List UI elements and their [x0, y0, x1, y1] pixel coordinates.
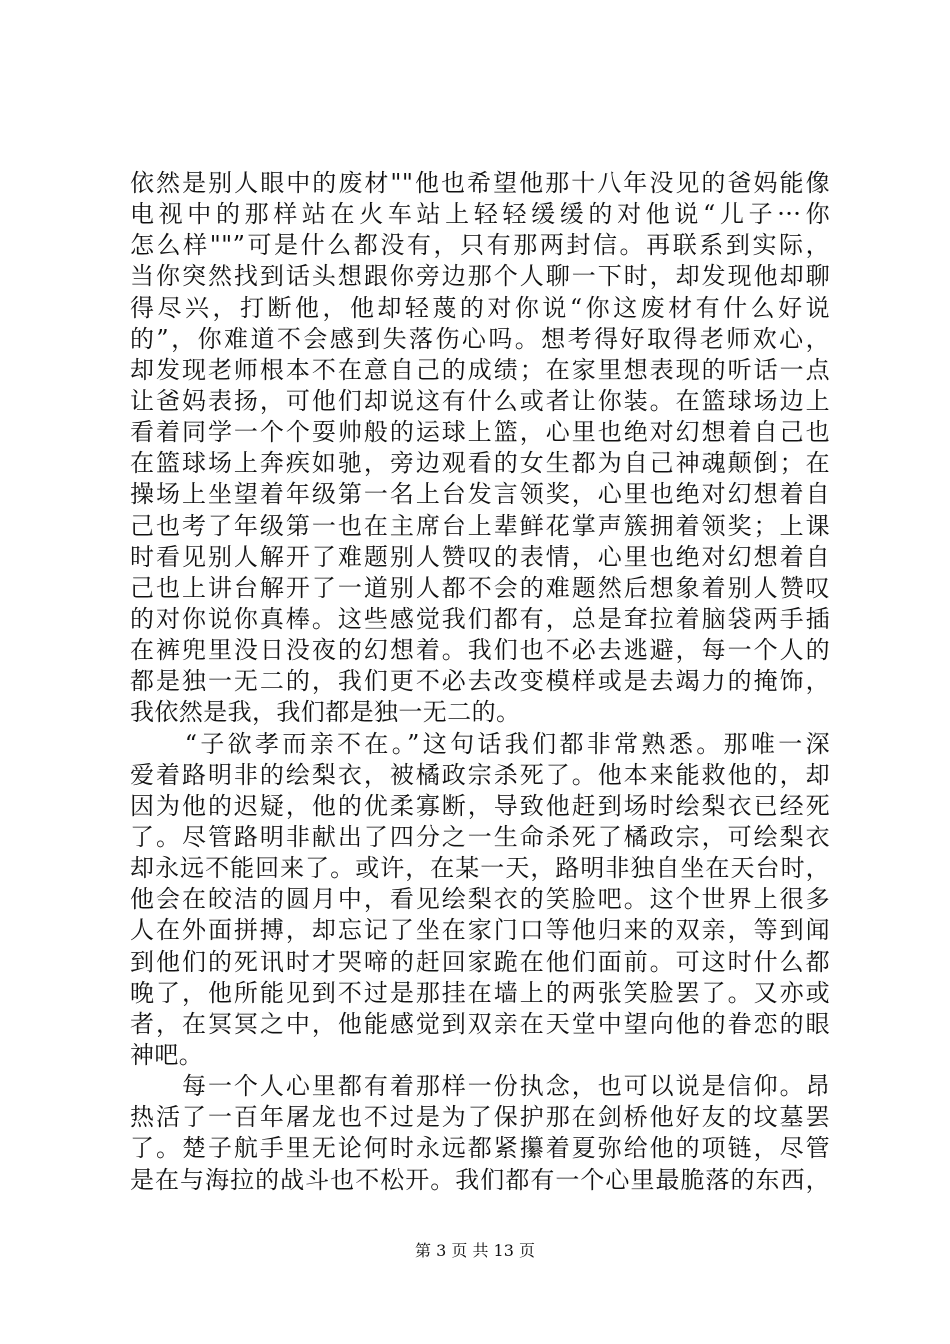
text-line: 了。楚子航手里无论何时永远都紧攥着夏弥给他的项链，尽管 [130, 1134, 830, 1163]
text-line: 当你突然找到话头想跟你旁边那个人聊一下时，却发现他却聊 [130, 262, 830, 291]
body-text [130, 168, 830, 1196]
text-line: 得尽兴，打断他，他却轻蔑的对你说“你这废材有什么好说 [130, 293, 830, 322]
text-line: 者，在冥冥之中，他能感觉到双亲在天堂中望向他的眷恋的眼 [130, 1009, 830, 1038]
text-line: 看着同学一个个耍帅般的运球上篮，心里也绝对幻想着自己也 [130, 418, 830, 447]
text-line: 爱着路明非的绘梨衣，被橘政宗杀死了。他本来能救他的，却 [130, 760, 830, 789]
text-line: 是在与海拉的战斗也不松开。我们都有一个心里最脆落的东西， [130, 1165, 830, 1194]
text-line: 到他们的死讯时才哭啼的赶回家跪在他们面前。可这时什么都 [130, 947, 830, 976]
text-line: 的”，你难道不会感到失落伤心吗。想考得好取得老师欢心， [130, 324, 830, 353]
text-line: 他会在皎洁的圆月中，看见绘梨衣的笑脸吧。这个世界上很多 [130, 885, 830, 914]
text-line: 怎么样""”可是什么都没有，只有那两封信。再联系到实际， [130, 231, 830, 260]
text-line: 依然是别人眼中的废材""他也希望他那十八年没见的爸妈能像 [130, 169, 830, 197]
text-line: 让爸妈表扬，可他们却说这有什么或者让你装。在篮球场边上 [130, 386, 830, 415]
text-line: 热活了一百年屠龙也不过是为了保护那在剑桥他好友的坟墓罢 [130, 1103, 830, 1132]
page-footer: 第 3 页 共 13 页 [415, 1241, 535, 1260]
text-line: 却永远不能回来了。或许，在某一天，路明非独自坐在天台时， [130, 854, 830, 883]
text-line: 因为他的迟疑，他的优柔寡断，导致他赶到场时绘梨衣已经死 [130, 791, 830, 820]
text-line: 己也上讲台解开了一道别人都不会的难题然后想象着别人赞叹 [130, 573, 830, 602]
text-line: 我依然是我，我们都是独一无二的。 [130, 698, 521, 727]
text-line: “子欲孝而亲不在。”这句话我们都非常熟悉。那唯一深 [130, 729, 830, 758]
text-line: 在篮球场上奔疾如驰，旁边观看的女生都为自己神魂颠倒；在 [130, 449, 830, 478]
text-line: 神吧。 [130, 1040, 204, 1069]
text-line: 人在外面拼搏，却忘记了坐在家门口等他归来的双亲，等到闻 [130, 916, 830, 945]
text-line: 却发现老师根本不在意自己的成绩；在家里想表现的听话一点 [130, 355, 830, 384]
text-line: 时看见别人解开了难题别人赞叹的表情，心里也绝对幻想着自 [130, 542, 830, 571]
text-line: 晚了，他所能见到不过是那挂在墙上的两张笑脸罢了。又亦或 [130, 978, 830, 1007]
text-line: 己也考了年级第一也在主席台上辈鲜花掌声簇拥着领奖；上课 [130, 511, 830, 540]
text-line: 操场上坐望着年级第一名上台发言领奖，心里也绝对幻想着自 [130, 480, 830, 509]
text-line: 每一个人心里都有着那样一份执念，也可以说是信仰。昂 [130, 1072, 830, 1101]
text-line: 在裤兜里没日没夜的幻想着。我们也不必去逃避，每一个人的 [130, 636, 830, 665]
text-line: 电视中的那样站在火车站上轻轻缓缓的对他说“儿子···你 [130, 200, 830, 229]
text-line: 都是独一无二的，我们更不必去改变模样或是去竭力的掩饰， [130, 667, 830, 696]
text-line: 的对你说你真棒。这些感觉我们都有，总是耷拉着脑袋两手插 [130, 604, 830, 633]
text-line: 了。尽管路明非献出了四分之一生命杀死了橘政宗，可绘梨衣 [130, 822, 830, 851]
